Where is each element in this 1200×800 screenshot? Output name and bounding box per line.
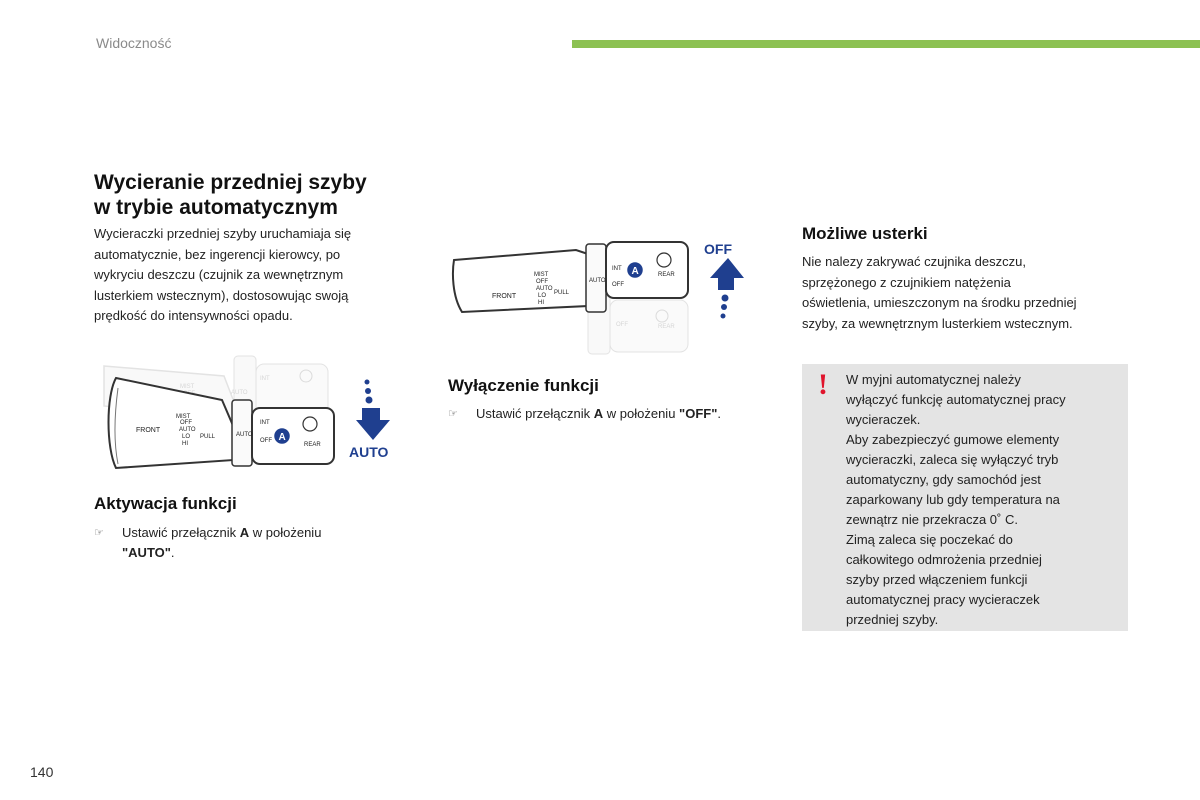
intro-paragraph: [94, 224, 414, 327]
ghost-off-label-2: OFF: [616, 322, 628, 328]
intro-line: lusterkiem wstecznym), dostosowując swoją: [94, 287, 349, 303]
faults-heading: Możliwe usterki: [802, 224, 928, 243]
int-label: INT: [260, 420, 270, 426]
rear-label-2: REAR: [658, 272, 675, 278]
warning-line: przedniej szyby.: [846, 612, 939, 627]
pointing-hand-icon: ☞: [448, 408, 458, 420]
ghost-rear-label-2: REAR: [658, 324, 675, 330]
header-accent-bar: [572, 40, 1200, 48]
wiper-lever-off-illustration: [448, 236, 748, 358]
hi-label: HI: [182, 441, 188, 447]
lo-label: LO: [182, 434, 191, 440]
faults-line: Nie nalezy zakrywać czujnika deszczu,: [802, 254, 1026, 269]
front-label: FRONT: [136, 427, 161, 434]
mist-label-2: MIST: [534, 272, 549, 278]
collar-off-label: OFF: [260, 438, 272, 444]
warning-line: automatycznej pracy wycieraczek: [846, 592, 1040, 607]
warning-line: wycieraczek.: [846, 412, 921, 427]
warning-line: zaparkowany lub gdy temperatura na: [846, 492, 1060, 507]
title-line-1: Wycieranie przedniej szyby: [94, 171, 367, 194]
header-section-title: Widoczność: [96, 35, 172, 51]
off-label-2: OFF: [536, 279, 548, 285]
activation-text-post: .: [170, 545, 175, 560]
activation-text-pre: Ustawić przełącznik: [122, 525, 240, 540]
faults-line: sprzężonego z czujnikiem natężenia: [802, 274, 1011, 290]
deactivation-switch-letter: A: [593, 406, 604, 421]
arrow-up-icon: [710, 258, 744, 319]
arrow-down-icon: [356, 380, 390, 441]
front-label-2: FRONT: [492, 293, 517, 300]
switch-a-label-2: A: [631, 266, 639, 277]
intro-line: automatycznie, bez ingerencji kierowcy, po: [94, 246, 341, 262]
hi-label-2: HI: [538, 300, 544, 306]
mist-label: MIST: [176, 414, 191, 420]
switch-a-label: A: [278, 432, 286, 443]
wiper-lever-auto-illustration: [94, 348, 404, 476]
deactivation-text-mid: w położeniu: [603, 406, 680, 421]
deactivation-text-post: .: [717, 406, 721, 421]
faults-line: oświetlenia, umieszczonym na środku przedniej: [802, 295, 1077, 310]
warning-line: zewnątrz nie przekracza 0˚ C.: [846, 512, 1018, 527]
intro-line: Wycieraczki przedniej szyby uruchamiaja się: [94, 226, 352, 241]
warning-line: Aby zabezpieczyć gumowe elementy: [846, 432, 1060, 447]
collar-auto-label-2: AUTO: [589, 278, 606, 284]
title-line-2: w trybie automatycznym: [94, 196, 338, 219]
off-label: OFF: [180, 420, 192, 426]
ghost-mist-label: MIST: [180, 384, 195, 390]
auto-label-2: AUTO: [536, 286, 553, 292]
activation-bullet: [94, 523, 404, 563]
pull-label-2: PULL: [554, 290, 570, 296]
rear-label: REAR: [304, 442, 321, 448]
intro-line: prędkość do intensywności opadu.: [94, 308, 293, 323]
auto-label: AUTO: [179, 427, 196, 433]
warning-text: [846, 370, 1116, 630]
faults-paragraph: [802, 252, 1142, 334]
ghost-int-label: INT: [260, 376, 270, 382]
page-number: 140: [30, 764, 54, 780]
pointing-hand-icon: ☞: [94, 527, 104, 539]
deactivation-heading: Wyłączenie funkcji: [448, 376, 599, 395]
deactivation-text-pre: Ustawić przełącznik: [476, 406, 594, 421]
warning-line: wycieraczki, zaleca się wyłączyć tryb: [846, 452, 1059, 467]
deactivation-value: "OFF": [679, 406, 718, 421]
warning-line: wyłączyć funkcję automatycznej pracy: [846, 392, 1066, 407]
activation-value: "AUTO": [122, 545, 171, 560]
arrow-off-label: OFF: [704, 241, 732, 257]
activation-switch-letter: A: [239, 525, 250, 540]
intro-line: wykryciu deszczu (czujnik za wewnętrznym: [94, 267, 344, 282]
warning-exclamation-icon: !: [818, 368, 828, 401]
page-title: [94, 170, 424, 220]
warning-line: szyby przed włączeniem funkcji: [846, 572, 1028, 587]
collar-off-label-2: OFF: [612, 282, 624, 288]
arrow-auto-label: AUTO: [349, 444, 389, 460]
activation-heading: Aktywacja funkcji: [94, 494, 237, 513]
activation-text-mid: w położeniu: [249, 525, 322, 540]
activation-text: [94, 523, 404, 563]
collar-auto-label: AUTO: [236, 432, 253, 438]
warning-line: całkowitego odmrożenia przedniej: [846, 552, 1042, 567]
int-label-2: INT: [612, 266, 622, 272]
warning-box: [802, 364, 1128, 631]
pull-label: PULL: [200, 434, 216, 440]
lo-label-2: LO: [538, 293, 547, 299]
deactivation-text: [448, 404, 788, 424]
faults-line: szyby, za wewnętrznym lusterkiem wstecznym.: [802, 315, 1073, 331]
warning-line: automatyczny, gdy samochód jest: [846, 472, 1041, 487]
deactivation-bullet: [448, 404, 788, 424]
warning-line: W myjni automatycznej należy: [846, 372, 1021, 387]
warning-line: Zimą zaleca się poczekać do: [846, 532, 1013, 547]
ghost-auto-label: AUTO: [231, 390, 248, 396]
